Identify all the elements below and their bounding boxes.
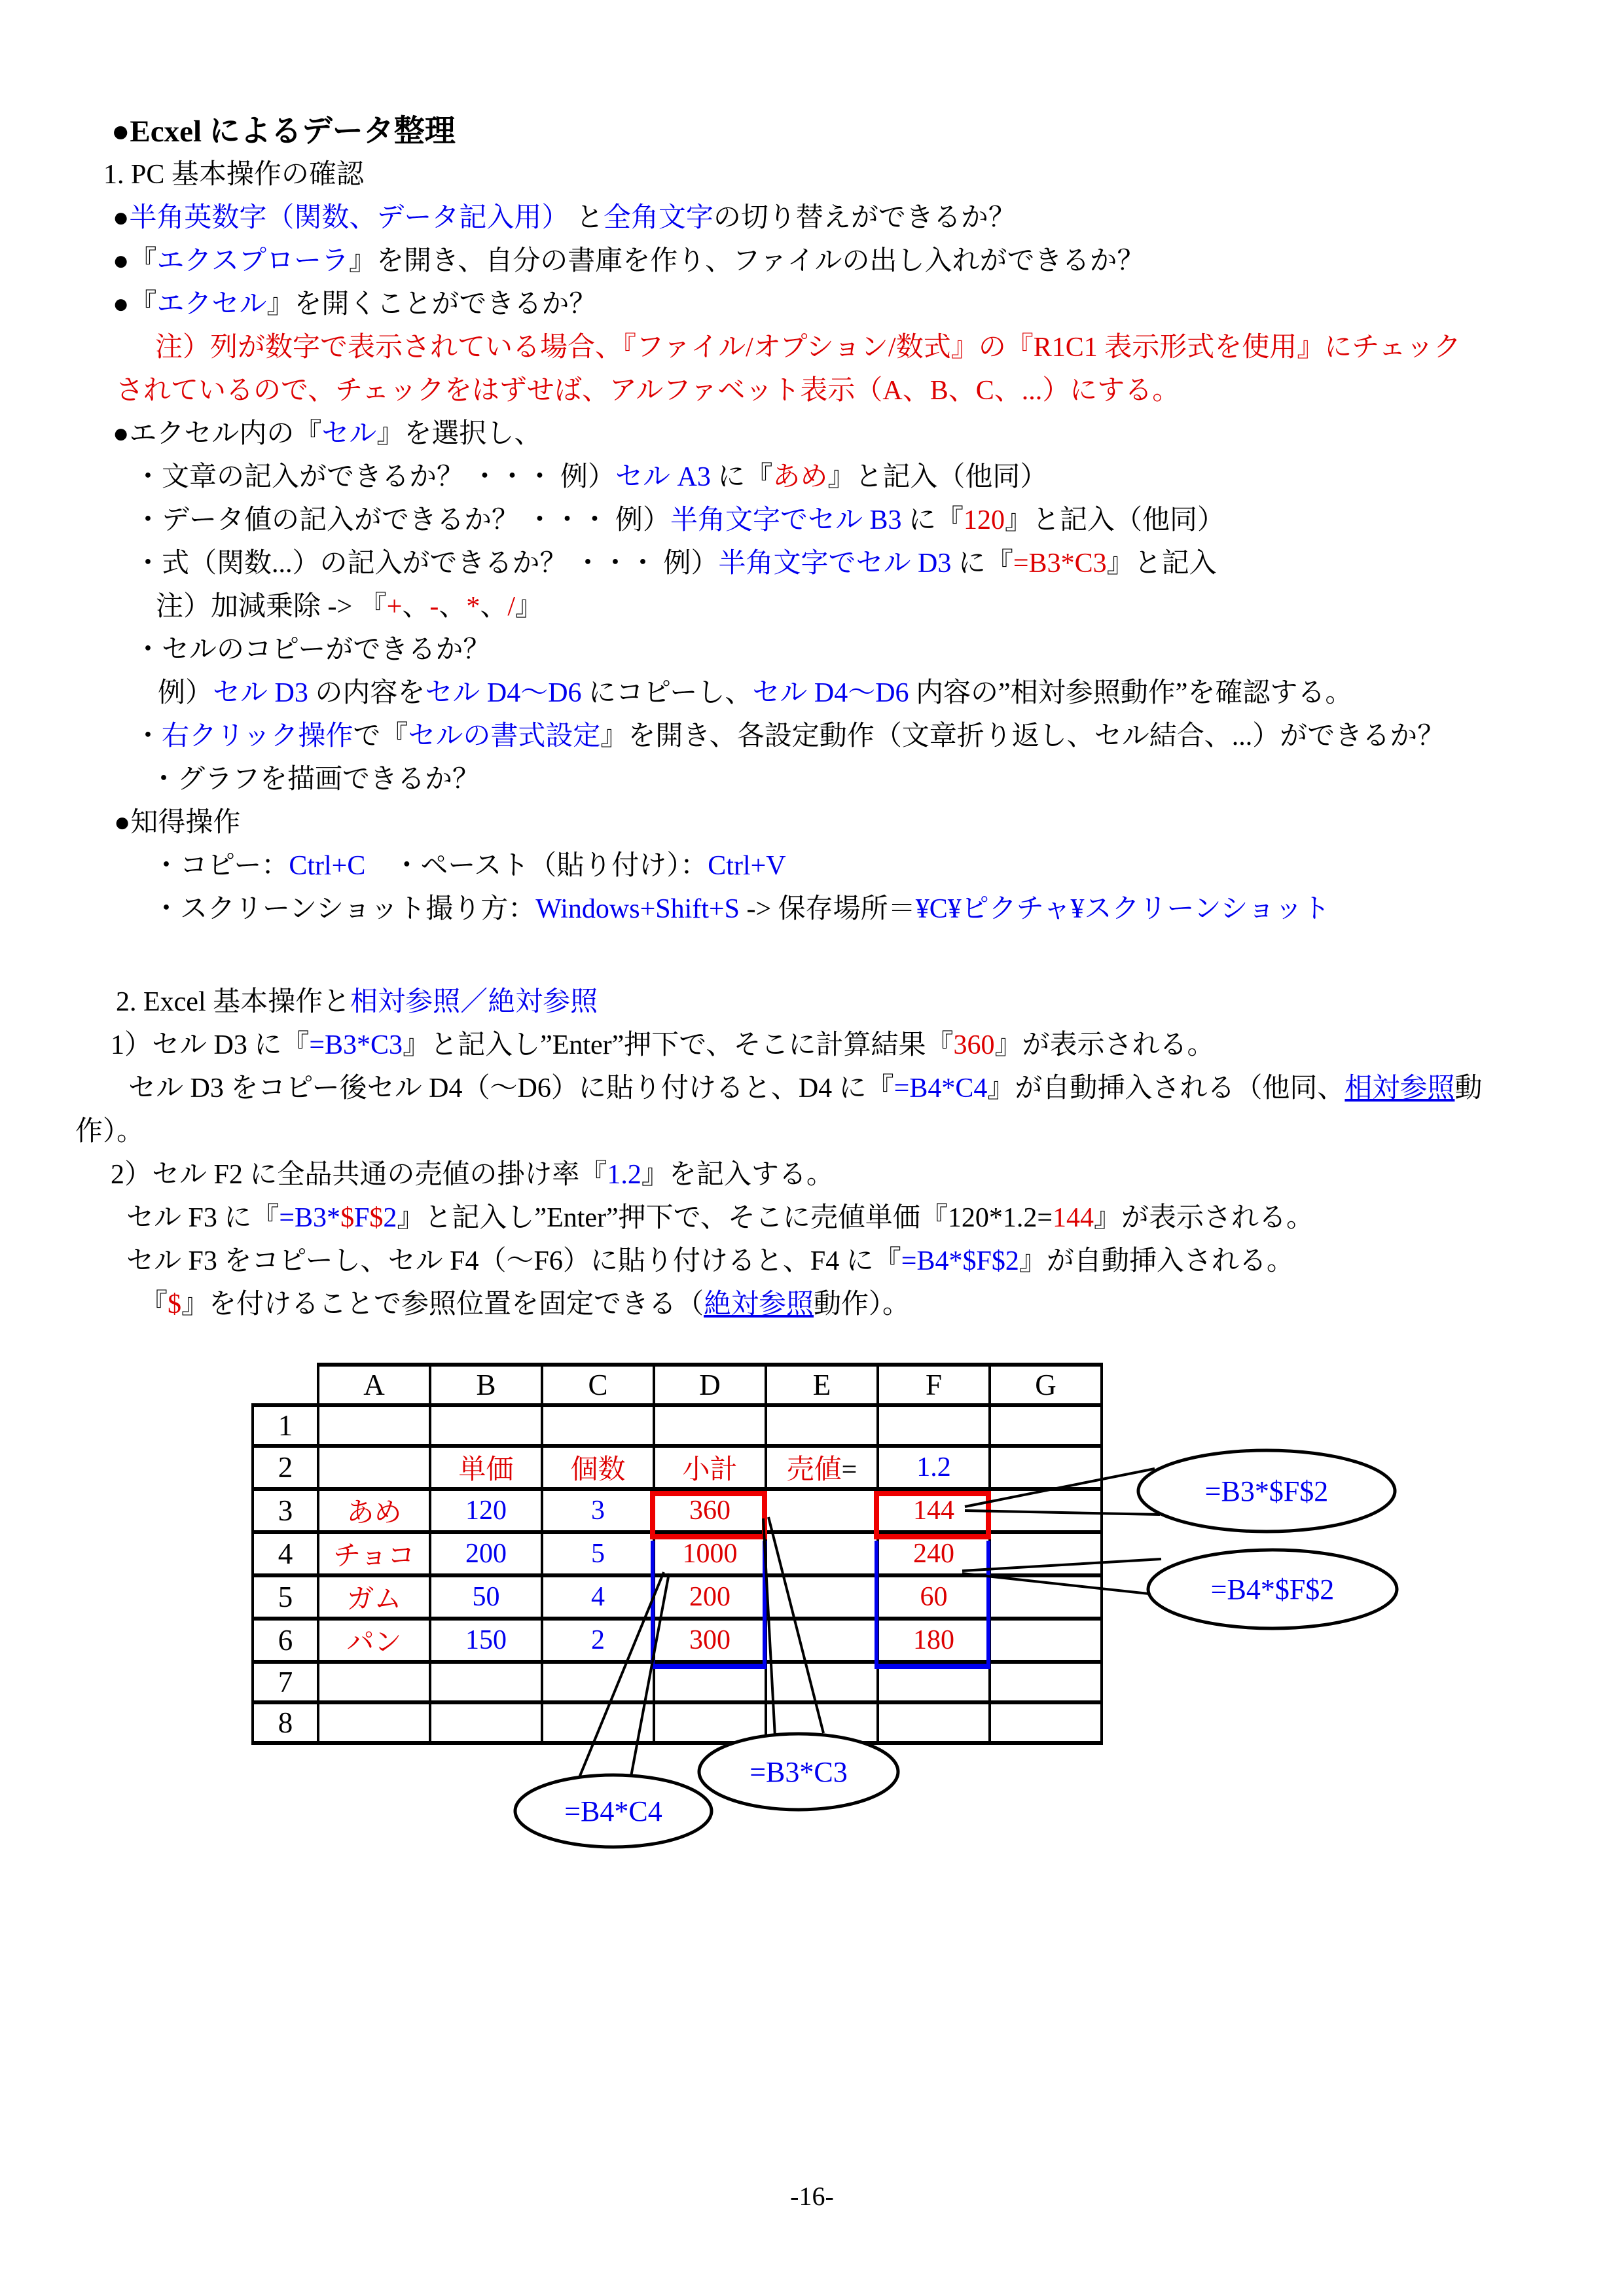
column-header: C — [542, 1365, 654, 1405]
text-segment: 例） — [158, 678, 213, 708]
text-line — [134, 542, 1482, 585]
text-segment: 2 — [383, 1203, 397, 1233]
row-header: 5 — [253, 1575, 318, 1619]
column-header: G — [990, 1365, 1102, 1405]
text-line — [140, 1283, 1482, 1326]
text-segment: ¥C¥ピクチャ¥スクリーンショット — [915, 894, 1330, 924]
text-line — [103, 153, 1482, 196]
text-segment: Ctrl+V — [708, 851, 786, 881]
text-segment: セル F3 に『 — [126, 1203, 280, 1233]
text-segment: $ — [168, 1289, 182, 1319]
column-header: B — [430, 1365, 542, 1405]
text-segment: セルの書式設定 — [408, 721, 601, 751]
callout-label-b4c4: =B4*C4 — [564, 1795, 662, 1827]
text-line — [156, 585, 1482, 628]
cell-text: 144 — [913, 1496, 954, 1526]
text-segment: 相対参照 — [1344, 1073, 1455, 1103]
text-segment: と — [569, 203, 604, 233]
row-header: 6 — [253, 1619, 318, 1662]
text-segment: 右クリック操作 — [162, 721, 353, 751]
text-segment: セル F3 をコピーし、セル F4（〜F6）に貼り付けると、F4 に『 — [126, 1246, 901, 1276]
text-segment: ・式（関数...）の記入ができるか？ ・・・ 例） — [134, 548, 719, 579]
text-segment: 』が表示される。 — [1094, 1203, 1314, 1233]
cell-text: 3 — [591, 1496, 605, 1526]
column-header: A — [318, 1365, 430, 1405]
text-segment: 相対参照／絶対参照 — [350, 987, 598, 1017]
text-segment: セル D4〜D6 — [752, 678, 909, 708]
text-segment: 半角文字でセル B3 — [670, 505, 902, 535]
text-segment: セル A3 — [615, 462, 711, 492]
text-segment: 』が自動挿入される（他同、 — [987, 1073, 1345, 1103]
text-segment: ・コピー： — [153, 851, 289, 881]
text-line — [155, 326, 1482, 369]
text-line — [126, 1196, 1482, 1240]
cell-text: 小計 — [682, 1455, 738, 1485]
text-segment: 』 — [515, 592, 543, 622]
text-segment: 』を付けることで参照位置を固定できる（ — [181, 1289, 704, 1319]
text-segment: されているので、チェックをはずせば、アルファベット表示（A、B、C、...）にする。 — [116, 376, 1180, 406]
text-segment: $ — [340, 1203, 355, 1233]
text-line — [113, 412, 1482, 456]
text-segment: =B3*C3 — [309, 1030, 403, 1060]
cell-text: 2 — [591, 1625, 605, 1655]
row-header: 7 — [253, 1662, 318, 1702]
text-segment: 1. PC 基本操作の確認 — [103, 160, 364, 190]
text-segment: 1）セル D3 に『 — [111, 1030, 310, 1060]
text-segment: 、 — [480, 592, 508, 622]
text-segment: セル — [321, 419, 377, 449]
text-segment: 』を開き、自分の書庫を作り、ファイルの出し入れができるか？ — [348, 246, 1145, 276]
text-line — [113, 196, 1482, 240]
text-segment: $ — [369, 1203, 384, 1233]
text-segment: 注）加減乗除 -> 『 — [156, 592, 387, 622]
cell-text: チョコ — [333, 1541, 415, 1571]
callout-label-b3c3: =B3*C3 — [749, 1756, 848, 1788]
text-segment: 120 — [964, 505, 1005, 535]
text-line — [150, 758, 1482, 801]
text-segment: 動 — [1454, 1073, 1483, 1103]
callout-annotations — [251, 1363, 1561, 1965]
cell-text: 180 — [913, 1625, 954, 1655]
text-segment: ●『 — [113, 246, 157, 276]
text-segment: 』を開き、各設定動作（文章折り返し、セル結合、...）ができるか？ — [600, 721, 1445, 751]
text-segment: に『 — [710, 462, 773, 492]
text-segment: ・データ値の記入ができるか？ ・・・ 例） — [134, 505, 671, 535]
callout-label-b3f2: =B3*$F$2 — [1204, 1475, 1329, 1507]
text-segment: 絶対参照 — [704, 1289, 814, 1319]
text-segment: エクスプローラ — [156, 246, 349, 276]
text-segment: 動作）。 — [814, 1289, 911, 1319]
text-line — [134, 715, 1482, 758]
text-segment: ● — [113, 203, 130, 233]
text-segment: 作）。 — [75, 1117, 145, 1147]
text-segment: エクセル — [156, 289, 267, 319]
text-line — [128, 1067, 1482, 1110]
cell-text: 1000 — [682, 1539, 738, 1569]
row-header: 3 — [253, 1489, 318, 1532]
cell-text: 5 — [591, 1539, 605, 1569]
text-line — [111, 110, 1482, 153]
cell-text: 200 — [465, 1539, 507, 1569]
text-segment: あめ — [772, 462, 828, 492]
text-segment: =B3*C3 — [1013, 548, 1107, 579]
cell-text: ガム — [346, 1585, 402, 1615]
cell-text: = — [841, 1455, 857, 1485]
text-segment: 半角文字でセル D3 — [718, 548, 952, 579]
text-segment: 』を選択し、 — [376, 419, 542, 449]
column-header: F — [878, 1365, 990, 1405]
text-segment: =B4*C4 — [893, 1073, 988, 1103]
text-segment: 144 — [1053, 1203, 1094, 1233]
text-segment: ・グラフを描画できるか？ — [150, 764, 480, 795]
text-segment: + — [386, 592, 403, 622]
text-segment: ・ペースト（貼り付け）： — [365, 851, 708, 881]
text-segment: 360 — [953, 1030, 995, 1060]
text-segment: 』と記入（他同） — [1005, 505, 1225, 535]
cell-text: パン — [346, 1628, 402, 1658]
text-line — [153, 888, 1482, 931]
text-segment: 全角文字 — [603, 203, 713, 233]
cell-text: 120 — [465, 1496, 507, 1526]
text-segment: 注）列が数字で表示されている場合、『ファイル/オプション/数式』の『R1C1 表示形式を使用』にチェック — [155, 332, 1461, 363]
text-segment: ●Ecxel によるデータ整理 — [111, 115, 456, 149]
text-line — [113, 240, 1482, 283]
text-line — [158, 672, 1482, 715]
text-segment: 』と記入し”Enter”押下で、そこに計算結果『 — [403, 1030, 954, 1060]
text-segment: 』と記入し”Enter”押下で、そこに売値単価『120*1.2= — [397, 1203, 1053, 1233]
text-line — [134, 456, 1482, 499]
page-number: -16- — [790, 2181, 834, 2211]
text-segment: 』を開くことができるか？ — [266, 289, 597, 319]
text-segment: で『 — [353, 721, 408, 751]
text-segment: * — [466, 592, 480, 622]
text-line — [153, 844, 1482, 888]
cell-text: 60 — [920, 1582, 948, 1612]
text-segment: =B4*$F$2 — [901, 1246, 1019, 1276]
row-header: 1 — [253, 1405, 318, 1446]
callout-leader-line — [962, 1573, 1166, 1596]
text-segment: ・文章の記入ができるか？ ・・・ 例） — [134, 462, 616, 492]
text-line — [114, 801, 1482, 844]
cell-text: 150 — [465, 1625, 507, 1655]
spreadsheet-figure — [251, 1363, 1561, 1965]
text-segment: の内容を — [308, 678, 425, 708]
text-segment: 』を記入する。 — [641, 1160, 834, 1190]
text-line — [111, 1153, 1482, 1196]
cell-text: 50 — [472, 1582, 500, 1612]
text-segment: 2. Excel 基本操作と — [116, 987, 351, 1017]
text-segment: Ctrl+C — [289, 851, 366, 881]
text-line — [116, 980, 1482, 1024]
text-segment: -> 保存場所＝ — [740, 894, 916, 924]
cell-text: 単価 — [458, 1455, 514, 1485]
text-segment: 、 — [402, 592, 430, 622]
text-segment: 』と記入（他同） — [827, 462, 1048, 492]
cell-text: 4 — [591, 1582, 605, 1612]
text-segment: ・セルのコピーができるか？ — [134, 635, 491, 665]
text-segment: に『 — [951, 548, 1013, 579]
cell-text: 300 — [689, 1625, 731, 1655]
text-line — [111, 1024, 1482, 1067]
text-segment: ●知得操作 — [114, 808, 241, 838]
text-segment: 2）セル F2 に全品共通の売値の掛け率『 — [111, 1160, 607, 1190]
text-segment: に『 — [901, 505, 964, 535]
column-header: E — [766, 1365, 878, 1405]
row-header: 2 — [253, 1446, 318, 1489]
text-segment: の切り替えができるか？ — [713, 203, 1016, 233]
cell-text: 売値 — [786, 1455, 842, 1485]
row-header: 4 — [253, 1532, 318, 1575]
text-line — [75, 1110, 1482, 1153]
text-line — [116, 369, 1482, 412]
text-segment: ●『 — [113, 289, 157, 319]
text-segment: 』が表示される。 — [994, 1030, 1215, 1060]
text-segment: 『 — [140, 1289, 168, 1319]
text-segment: =B3* — [279, 1203, 341, 1233]
text-line — [134, 628, 1482, 672]
callout-leader-line — [763, 1518, 775, 1737]
callout-leader-line — [965, 1469, 1155, 1507]
text-segment: 半角英数字（関数、データ記入用） — [129, 203, 569, 233]
text-segment: ●エクセル内の『 — [113, 419, 322, 449]
text-segment: セル D4〜D6 — [425, 678, 582, 708]
text-line — [113, 283, 1482, 326]
text-segment: Windows+Shift+S — [535, 894, 740, 924]
text-segment: にコピーし、 — [581, 678, 753, 708]
callout-label-b4f2: =B4*$F$2 — [1210, 1573, 1335, 1605]
text-segment: ・スクリーンショット撮り方： — [153, 894, 536, 924]
text-segment: F — [354, 1203, 370, 1233]
cell-text: あめ — [346, 1498, 402, 1528]
callout-leader-line — [768, 1517, 823, 1733]
text-segment: - — [429, 592, 439, 622]
cell-text: 200 — [689, 1582, 731, 1612]
callout-leader-line — [962, 1559, 1161, 1571]
document-body — [75, 110, 1482, 1326]
cell-text: 360 — [689, 1496, 731, 1526]
text-line — [126, 1240, 1482, 1283]
row-header: 8 — [253, 1702, 318, 1743]
text-segment: セル D3 をコピー後セル D4（〜D6）に貼り付けると、D4 に『 — [128, 1073, 894, 1103]
cell-text: 1.2 — [916, 1452, 951, 1482]
text-segment: 、 — [439, 592, 467, 622]
text-segment: ・ — [134, 721, 162, 751]
text-segment: 』と記入 — [1106, 548, 1217, 579]
text-segment: / — [507, 592, 516, 622]
cell-text: 個数 — [570, 1455, 626, 1485]
callout-leader-line — [965, 1511, 1160, 1515]
text-segment: 内容の”相対参照動作”を確認する。 — [909, 678, 1353, 708]
text-segment: セル D3 — [213, 678, 308, 708]
column-header: D — [654, 1365, 766, 1405]
text-line — [134, 499, 1482, 542]
text-segment: 1.2 — [607, 1160, 641, 1190]
cell-text: 240 — [913, 1539, 954, 1569]
text-segment: 』が自動挿入される。 — [1019, 1246, 1294, 1276]
